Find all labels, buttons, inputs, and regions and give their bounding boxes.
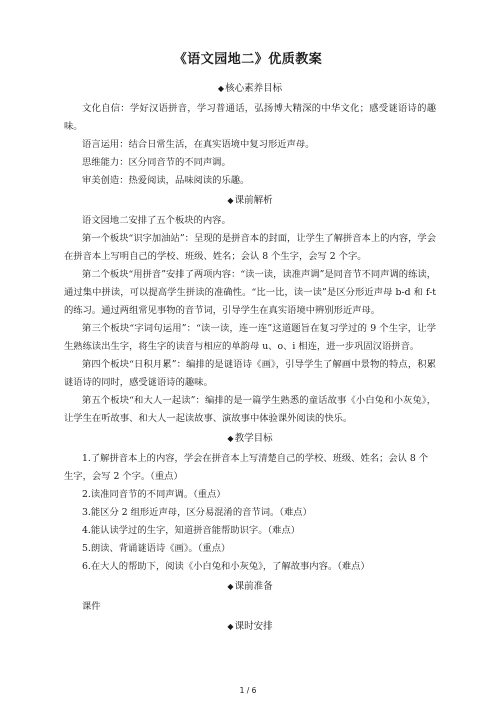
section-heading-literacy [64, 82, 436, 96]
diamond-icon: ◆ [227, 622, 234, 631]
objective-item: 4.能认读学过的生字，知道拼音能帮助识字。（难点） [82, 525, 301, 536]
section-heading-text: 课时安排 [234, 621, 273, 632]
section-heading-schedule [64, 620, 436, 634]
objective-item: 5.朗读、背诵谜语诗《画》。（重点） [82, 543, 231, 554]
objective-item: 1.了解拼音本上的内容，学会在拼音本上写清楚自己的学校、班级、姓名；会认 8 个生字，会写 2 个字。（重点） [64, 453, 429, 482]
section-heading-prep [64, 580, 436, 594]
literacy-culture: 文化自信：学好汉语拼音，学习普通话，弘扬博大精深的中华文化；感受谜语诗的趣味。 [64, 103, 436, 132]
section-heading-analysis [64, 194, 436, 208]
analysis-block-2: 第二个板块“用拼音”安排了两项内容：“读一读，读准声调”是同音节不同声调的练读，通过集中拼读，可以提高学生拼读的准确性。“比一比，读一读”是区分形近声母 b-d 和 f-t 的练习。通过两组常见事物的音节词，引导学生在真实语境中辨别形近声母。 [64, 269, 436, 316]
diamond-icon: ◆ [227, 582, 234, 591]
diamond-icon: ◆ [227, 434, 234, 443]
document-body [64, 78, 436, 638]
section-heading-text: 教学目标 [234, 433, 273, 444]
document-title: 《语文园地二》优质教案 [173, 52, 323, 67]
diamond-icon: ◆ [217, 84, 225, 93]
literacy-aesthetic: 审美创造：热爱阅读，品味阅读的乐趣。 [82, 175, 250, 186]
literacy-language: 语言运用：结合日常生活，在真实语境中复习形近声母。 [82, 139, 315, 150]
page-number: 1 / 6 [239, 686, 257, 695]
analysis-block-1: 第一个板块“识字加油站”：呈现的是拼音本的封面，让学生了解拼音本上的内容，学会在拼音本上写明自己的学校、班级、姓名；会认 8 个生字，会写 2 个字。 [64, 233, 436, 262]
analysis-block-4: 第四个板块“日积月累”：编排的是谜语诗《画》，引导学生了解画中景物的特点，积累谜语诗的同时，感受谜语诗的趣味。 [64, 359, 436, 388]
literacy-thinking: 思维能力：区分同音节的不同声调。 [82, 157, 231, 168]
objective-item: 3.能区分 2 组形近声母，区分易混淆的音节词。（难点） [82, 507, 312, 518]
diamond-icon: ◆ [227, 196, 234, 205]
objective-item: 6.在大人的帮助下，阅读《小白兔和小灰兔》，了解故事内容。（难点） [82, 561, 370, 572]
section-heading-objectives [64, 432, 436, 446]
analysis-block-5: 第五个板块“和大人一起读”：编排的是一篇学生熟悉的童话故事《小白兔和小灰兔》，让学生在听故事、和大人一起读故事、演故事中体验课外阅读的快乐。 [64, 395, 436, 424]
analysis-block-3: 第三个板块“字词句运用”：“读一读，连一连”这道题旨在复习学过的 9 个生字，让学生熟练读出生字，将生字的读音与相应的单韵母 u、o、i 相连，进一步巩固汉语拼音。 [64, 323, 436, 352]
section-heading-text: 课前解析 [234, 195, 273, 206]
section-heading-text: 核心素养目标 [225, 83, 283, 94]
section-heading-text: 课前准备 [234, 581, 273, 592]
analysis-intro: 语文园地二安排了五个板块的内容。 [82, 215, 231, 226]
objective-item: 2.读准同音节的不同声调。（重点） [82, 489, 226, 500]
prep-text: 课件 [82, 601, 101, 612]
